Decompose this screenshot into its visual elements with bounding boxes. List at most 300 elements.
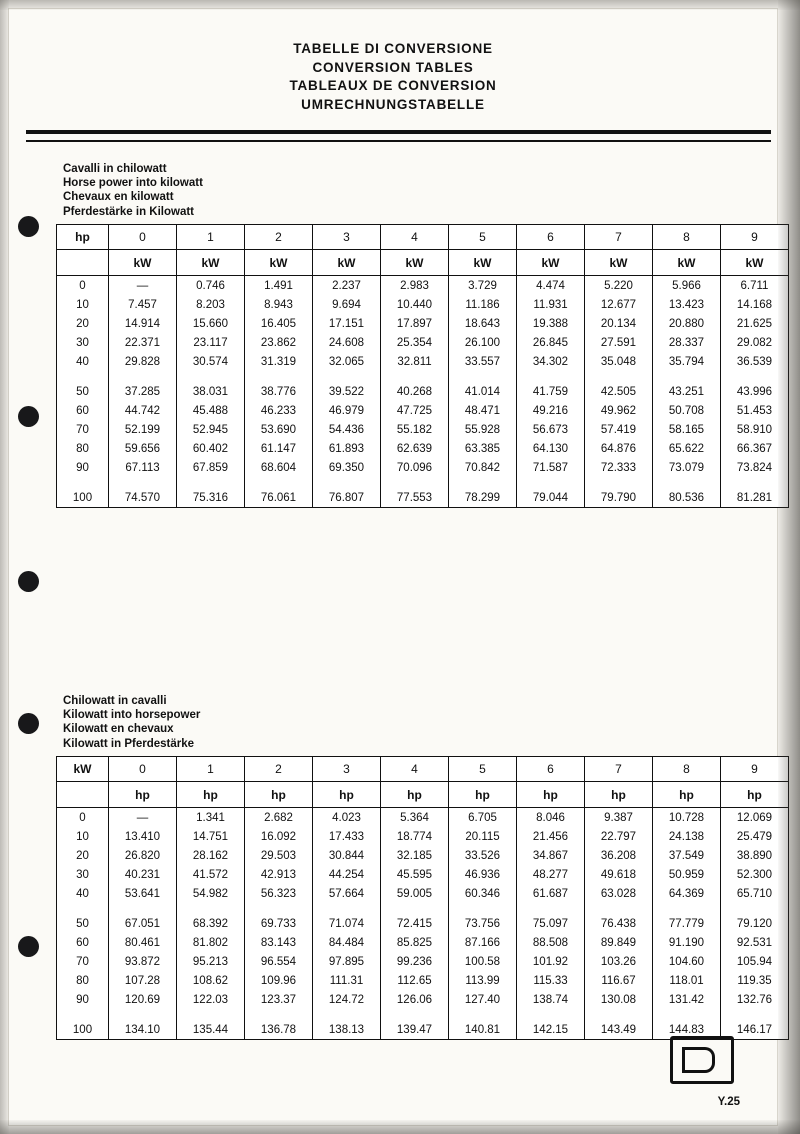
table-cell: 131.42 <box>653 990 721 1009</box>
table1-unit-0: kW <box>109 250 177 276</box>
table-cell: 64.130 <box>517 439 585 458</box>
table-cell: 126.06 <box>381 990 449 1009</box>
table-cell: 73.824 <box>721 458 789 477</box>
table-cell: 109.96 <box>245 971 313 990</box>
table-cell: 21.625 <box>721 314 789 333</box>
table-cell: 60.346 <box>449 884 517 903</box>
table2-col-2: 2 <box>245 757 313 782</box>
table-row <box>57 401 789 420</box>
table-cell: 63.385 <box>449 439 517 458</box>
table2-caption <box>63 694 200 751</box>
table-cell: 92.531 <box>721 933 789 952</box>
table-row <box>57 295 789 314</box>
row-label: 70 <box>57 420 109 439</box>
table-row-gap <box>57 477 789 488</box>
table-cell: 132.76 <box>721 990 789 1009</box>
table-cell: 79.120 <box>721 914 789 933</box>
table-cell: 130.08 <box>585 990 653 1009</box>
gap-cell <box>109 903 177 914</box>
table-cell: 134.10 <box>109 1020 177 1040</box>
table-cell: 41.572 <box>177 865 245 884</box>
table-row <box>57 808 789 828</box>
table-cell: 70.096 <box>381 458 449 477</box>
table-cell: 42.505 <box>585 382 653 401</box>
table-cell: 39.522 <box>313 382 381 401</box>
table-cell: 57.664 <box>313 884 381 903</box>
table-cell: 13.410 <box>109 827 177 846</box>
table-cell: 20.115 <box>449 827 517 846</box>
table2-corner-label: kW <box>57 757 109 782</box>
table-cell: 65.710 <box>721 884 789 903</box>
table-cell: 3.729 <box>449 276 517 296</box>
title-line-en: CONVERSION TABLES <box>312 59 474 75</box>
table-row <box>57 276 789 296</box>
table-cell: 14.751 <box>177 827 245 846</box>
table-cell: 35.048 <box>585 352 653 371</box>
table-cell: 48.277 <box>517 865 585 884</box>
table-cell: 80.536 <box>653 488 721 508</box>
table-cell: 5.220 <box>585 276 653 296</box>
table-cell: 50.959 <box>653 865 721 884</box>
table-cell: 16.092 <box>245 827 313 846</box>
table-row <box>57 865 789 884</box>
table-cell: 67.859 <box>177 458 245 477</box>
page-code: Y.25 <box>717 1096 740 1108</box>
table-row <box>57 914 789 933</box>
table-cell: 61.687 <box>517 884 585 903</box>
gap-cell <box>109 477 177 488</box>
table-cell: 46.936 <box>449 865 517 884</box>
table-cell: 54.982 <box>177 884 245 903</box>
table-row <box>57 314 789 333</box>
page-edge-shadow-top <box>0 0 800 10</box>
table-cell: 113.99 <box>449 971 517 990</box>
page-edge-shadow-right <box>778 0 800 1134</box>
table-cell: 17.151 <box>313 314 381 333</box>
table-cell: 64.876 <box>585 439 653 458</box>
row-label: 70 <box>57 952 109 971</box>
table-cell: 68.604 <box>245 458 313 477</box>
table1-col-0: 0 <box>109 225 177 250</box>
row-label: 80 <box>57 439 109 458</box>
table-cell: 50.708 <box>653 401 721 420</box>
manufacturer-logo-icon <box>670 1036 734 1084</box>
table2-col-7: 7 <box>585 757 653 782</box>
table-cell: 144.83 <box>653 1020 721 1040</box>
row-label: 60 <box>57 933 109 952</box>
table1-col-4: 4 <box>381 225 449 250</box>
table-cell: 5.966 <box>653 276 721 296</box>
table-cell: 58.165 <box>653 420 721 439</box>
table-cell: 17.433 <box>313 827 381 846</box>
table1-col-9: 9 <box>721 225 789 250</box>
table-cell: 48.471 <box>449 401 517 420</box>
table-cell: 29.828 <box>109 352 177 371</box>
gap-cell <box>245 1009 313 1020</box>
table-cell: 87.166 <box>449 933 517 952</box>
table-cell: 49.216 <box>517 401 585 420</box>
header-rule-thin <box>26 140 771 142</box>
table-cell: 63.028 <box>585 884 653 903</box>
table-row <box>57 458 789 477</box>
table-cell: 75.316 <box>177 488 245 508</box>
gap-cell <box>585 903 653 914</box>
table-cell: 44.254 <box>313 865 381 884</box>
table2-col-8: 8 <box>653 757 721 782</box>
gap-cell <box>381 903 449 914</box>
row-label: 10 <box>57 827 109 846</box>
table-cell: 32.065 <box>313 352 381 371</box>
gap-cell <box>517 1009 585 1020</box>
table-cell: 26.820 <box>109 846 177 865</box>
table-cell: 34.302 <box>517 352 585 371</box>
table2-unit-7: hp <box>585 782 653 808</box>
table2-col-5: 5 <box>449 757 517 782</box>
table-cell: 10.728 <box>653 808 721 828</box>
table1-corner-label: hp <box>57 225 109 250</box>
table-cell: 29.503 <box>245 846 313 865</box>
table-cell: 59.656 <box>109 439 177 458</box>
table-row <box>57 420 789 439</box>
punch-hole <box>18 713 39 734</box>
table-cell: 47.725 <box>381 401 449 420</box>
table-cell: 70.842 <box>449 458 517 477</box>
table1-col-5: 5 <box>449 225 517 250</box>
table2-unit-row <box>57 782 789 808</box>
table2-col-4: 4 <box>381 757 449 782</box>
table2-unit-2: hp <box>245 782 313 808</box>
table-cell: 62.639 <box>381 439 449 458</box>
table-cell: 73.756 <box>449 914 517 933</box>
table-cell: 61.147 <box>245 439 313 458</box>
row-label: 40 <box>57 352 109 371</box>
table-cell: 24.608 <box>313 333 381 352</box>
table-cell: 11.931 <box>517 295 585 314</box>
gap-cell <box>517 477 585 488</box>
table-row <box>57 333 789 352</box>
table-cell: 61.893 <box>313 439 381 458</box>
table-cell: 57.419 <box>585 420 653 439</box>
table-cell: 15.660 <box>177 314 245 333</box>
table1-col-6: 6 <box>517 225 585 250</box>
gap-cell <box>313 1009 381 1020</box>
table-cell: 124.72 <box>313 990 381 1009</box>
table-row-gap <box>57 371 789 382</box>
table-cell: 59.005 <box>381 884 449 903</box>
page-title <box>8 40 778 114</box>
caption-line-de: Kilowatt in Pferdestärke <box>63 737 195 750</box>
table-cell: 76.807 <box>313 488 381 508</box>
table-cell: 33.526 <box>449 846 517 865</box>
table2-col-0: 0 <box>109 757 177 782</box>
gap-cell <box>449 1009 517 1020</box>
unit-row-blank <box>57 250 109 276</box>
table-cell: 8.943 <box>245 295 313 314</box>
kw-to-hp-table <box>56 756 789 1040</box>
table-cell: 81.281 <box>721 488 789 508</box>
table1-unit-3: kW <box>313 250 381 276</box>
table-cell: 97.895 <box>313 952 381 971</box>
table1-col-8: 8 <box>653 225 721 250</box>
table2-col-9: 9 <box>721 757 789 782</box>
table-cell: 26.100 <box>449 333 517 352</box>
table-cell: 37.549 <box>653 846 721 865</box>
table-cell: 40.268 <box>381 382 449 401</box>
table-cell: 123.37 <box>245 990 313 1009</box>
gap-cell <box>245 477 313 488</box>
table-cell: 58.910 <box>721 420 789 439</box>
table-cell: 77.553 <box>381 488 449 508</box>
table-cell: 68.392 <box>177 914 245 933</box>
gap-cell <box>585 1009 653 1020</box>
table-row <box>57 488 789 508</box>
table-cell: 108.62 <box>177 971 245 990</box>
table-row-gap <box>57 1009 789 1020</box>
table-cell: 41.014 <box>449 382 517 401</box>
table-cell: 79.790 <box>585 488 653 508</box>
caption-line-de: Pferdestärke in Kilowatt <box>63 205 195 218</box>
table-cell: 143.49 <box>585 1020 653 1040</box>
table-cell: 84.484 <box>313 933 381 952</box>
table-cell: 19.388 <box>517 314 585 333</box>
table-cell: 25.479 <box>721 827 789 846</box>
table-cell: 142.15 <box>517 1020 585 1040</box>
table-cell: 8.046 <box>517 808 585 828</box>
gap-cell <box>449 477 517 488</box>
row-label: 60 <box>57 401 109 420</box>
table-cell: 31.319 <box>245 352 313 371</box>
table1-caption <box>63 162 203 219</box>
table-cell: 76.061 <box>245 488 313 508</box>
table-row <box>57 352 789 371</box>
row-label: 10 <box>57 295 109 314</box>
table-cell: 1.341 <box>177 808 245 828</box>
row-label: 20 <box>57 314 109 333</box>
table-cell: 56.323 <box>245 884 313 903</box>
hp-to-kw-table <box>56 224 789 508</box>
table-cell: 89.849 <box>585 933 653 952</box>
table-cell: 122.03 <box>177 990 245 1009</box>
table-cell: 120.69 <box>109 990 177 1009</box>
table-cell: 22.371 <box>109 333 177 352</box>
table-cell: 78.299 <box>449 488 517 508</box>
gap-cell <box>517 903 585 914</box>
table1-col-3: 3 <box>313 225 381 250</box>
table-cell: 80.461 <box>109 933 177 952</box>
table-cell: 139.47 <box>381 1020 449 1040</box>
table-cell: 127.40 <box>449 990 517 1009</box>
table2-unit-1: hp <box>177 782 245 808</box>
table-cell: 146.17 <box>721 1020 789 1040</box>
table-cell: 67.051 <box>109 914 177 933</box>
row-label: 90 <box>57 458 109 477</box>
table-cell: 95.213 <box>177 952 245 971</box>
table-cell: 23.117 <box>177 333 245 352</box>
table-row <box>57 990 789 1009</box>
page-edge-shadow-left <box>0 0 9 1134</box>
row-label: 50 <box>57 382 109 401</box>
table-cell: 20.880 <box>653 314 721 333</box>
table-cell: 105.94 <box>721 952 789 971</box>
table-cell: 27.591 <box>585 333 653 352</box>
gap-cell <box>381 477 449 488</box>
table1-body <box>57 276 789 508</box>
row-label: 40 <box>57 884 109 903</box>
table-cell: 101.92 <box>517 952 585 971</box>
table-cell: 54.436 <box>313 420 381 439</box>
caption-line-fr: Kilowatt en chevaux <box>63 723 174 736</box>
table-cell: 138.74 <box>517 990 585 1009</box>
gap-cell <box>57 1009 109 1020</box>
table-cell: 115.33 <box>517 971 585 990</box>
table-cell: 118.01 <box>653 971 721 990</box>
table-cell: 38.776 <box>245 382 313 401</box>
table-cell: 16.405 <box>245 314 313 333</box>
paper-sheet <box>8 8 778 1126</box>
table-cell: 99.236 <box>381 952 449 971</box>
table2-unit-9: hp <box>721 782 789 808</box>
table-cell: 49.962 <box>585 401 653 420</box>
table-cell: 52.199 <box>109 420 177 439</box>
gap-cell <box>653 1009 721 1020</box>
caption-line-en: Kilowatt into horsepower <box>63 709 201 722</box>
caption-line-it: Chilowatt in cavalli <box>63 695 167 707</box>
table-cell: 46.233 <box>245 401 313 420</box>
table1-unit-6: kW <box>517 250 585 276</box>
table-cell: — <box>109 276 177 296</box>
row-label: 20 <box>57 846 109 865</box>
table-cell: 18.643 <box>449 314 517 333</box>
table-cell: 36.539 <box>721 352 789 371</box>
table-cell: — <box>109 808 177 828</box>
table-cell: 135.44 <box>177 1020 245 1040</box>
table-cell: 81.802 <box>177 933 245 952</box>
table-row <box>57 884 789 903</box>
table-cell: 2.237 <box>313 276 381 296</box>
table-cell: 20.134 <box>585 314 653 333</box>
table-cell: 119.35 <box>721 971 789 990</box>
table-cell: 96.554 <box>245 952 313 971</box>
table-cell: 91.190 <box>653 933 721 952</box>
table-cell: 17.897 <box>381 314 449 333</box>
table1-unit-row <box>57 250 789 276</box>
gap-cell <box>245 903 313 914</box>
table-cell: 4.023 <box>313 808 381 828</box>
table2-body <box>57 808 789 1040</box>
page-edge-shadow-bottom <box>0 1120 800 1134</box>
gap-cell <box>381 371 449 382</box>
gap-cell <box>177 903 245 914</box>
table1-unit-8: kW <box>653 250 721 276</box>
table-cell: 64.369 <box>653 884 721 903</box>
table-cell: 30.574 <box>177 352 245 371</box>
table-cell: 73.079 <box>653 458 721 477</box>
table-cell: 88.508 <box>517 933 585 952</box>
gap-cell <box>585 477 653 488</box>
table-row <box>57 846 789 865</box>
table2-unit-4: hp <box>381 782 449 808</box>
table-cell: 21.456 <box>517 827 585 846</box>
table-cell: 112.65 <box>381 971 449 990</box>
table1-unit-9: kW <box>721 250 789 276</box>
table-cell: 6.705 <box>449 808 517 828</box>
table-cell: 13.423 <box>653 295 721 314</box>
row-label: 30 <box>57 333 109 352</box>
table2-unit-0: hp <box>109 782 177 808</box>
row-label: 30 <box>57 865 109 884</box>
table-row <box>57 971 789 990</box>
table-cell: 51.453 <box>721 401 789 420</box>
gap-cell <box>313 903 381 914</box>
gap-cell <box>109 371 177 382</box>
table-cell: 35.794 <box>653 352 721 371</box>
punch-hole <box>18 936 39 957</box>
table-row <box>57 952 789 971</box>
table-cell: 1.491 <box>245 276 313 296</box>
row-label: 90 <box>57 990 109 1009</box>
table-cell: 69.733 <box>245 914 313 933</box>
table-cell: 14.168 <box>721 295 789 314</box>
table-row <box>57 827 789 846</box>
table2-col-1: 1 <box>177 757 245 782</box>
table-cell: 43.251 <box>653 382 721 401</box>
table-cell: 45.488 <box>177 401 245 420</box>
table-cell: 18.774 <box>381 827 449 846</box>
table-cell: 45.595 <box>381 865 449 884</box>
row-label: 100 <box>57 488 109 508</box>
table-cell: 46.979 <box>313 401 381 420</box>
caption-line-it: Cavalli in chilowatt <box>63 163 167 175</box>
gap-cell <box>449 903 517 914</box>
table-cell: 5.364 <box>381 808 449 828</box>
caption-line-fr: Chevaux en kilowatt <box>63 191 174 204</box>
table-cell: 107.28 <box>109 971 177 990</box>
punch-hole <box>18 406 39 427</box>
table-cell: 55.182 <box>381 420 449 439</box>
table-cell: 0.746 <box>177 276 245 296</box>
table-cell: 49.618 <box>585 865 653 884</box>
gap-cell <box>653 477 721 488</box>
table-cell: 72.415 <box>381 914 449 933</box>
table-cell: 103.26 <box>585 952 653 971</box>
unit-row-blank <box>57 782 109 808</box>
table1-col-2: 2 <box>245 225 313 250</box>
punch-hole <box>18 571 39 592</box>
table-cell: 43.996 <box>721 382 789 401</box>
table-cell: 116.67 <box>585 971 653 990</box>
gap-cell <box>177 1009 245 1020</box>
table-cell: 69.350 <box>313 458 381 477</box>
table-row <box>57 382 789 401</box>
row-label: 50 <box>57 914 109 933</box>
gap-cell <box>177 477 245 488</box>
table-header-row <box>57 225 789 250</box>
table-cell: 53.690 <box>245 420 313 439</box>
table-cell: 33.557 <box>449 352 517 371</box>
table-row <box>57 933 789 952</box>
table-cell: 40.231 <box>109 865 177 884</box>
table2-unit-3: hp <box>313 782 381 808</box>
gap-cell <box>57 477 109 488</box>
table-cell: 25.354 <box>381 333 449 352</box>
gap-cell <box>653 371 721 382</box>
title-line-fr: TABLEAUX DE CONVERSION <box>289 78 497 93</box>
table-cell: 12.069 <box>721 808 789 828</box>
table-cell: 52.945 <box>177 420 245 439</box>
table-cell: 10.440 <box>381 295 449 314</box>
gap-cell <box>381 1009 449 1020</box>
table-cell: 32.811 <box>381 352 449 371</box>
